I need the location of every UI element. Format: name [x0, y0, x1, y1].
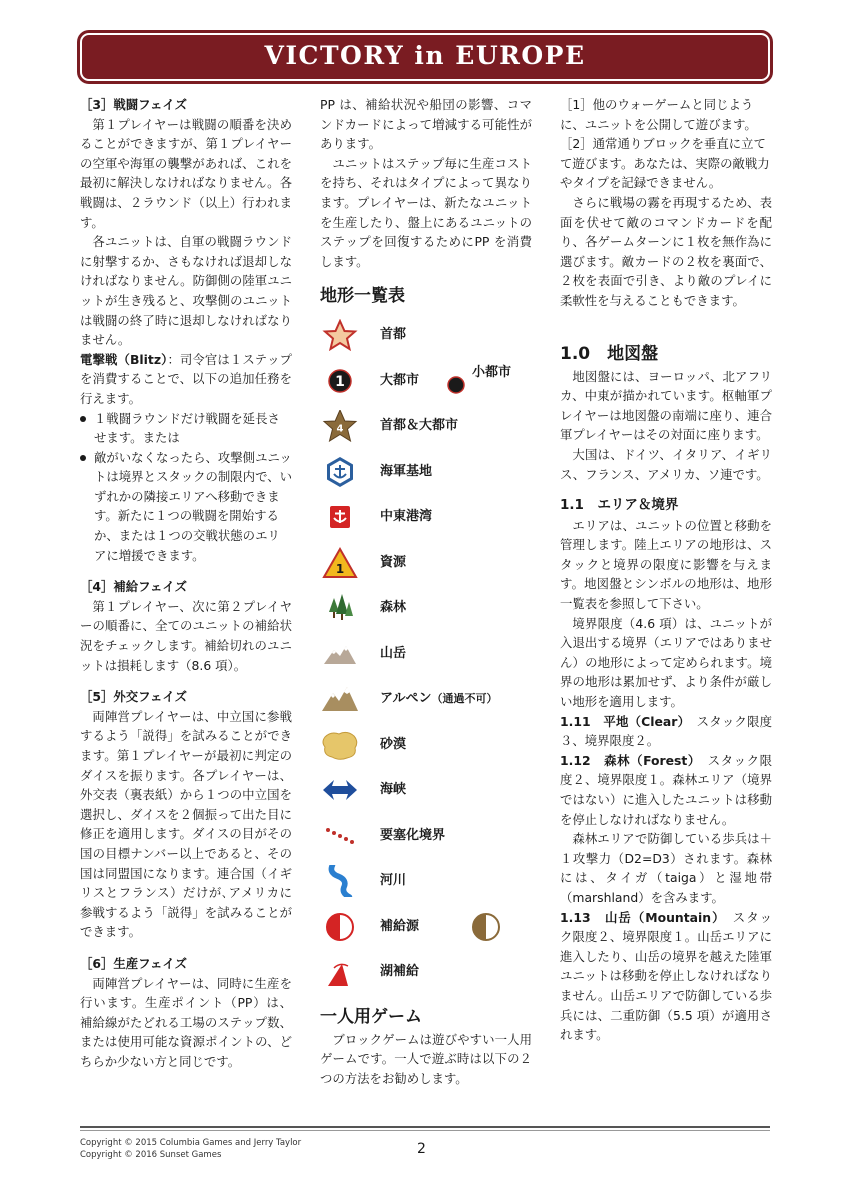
resource-number: 1	[335, 561, 345, 576]
rule-1-12	[560, 751, 772, 829]
terrain-label: 要塞化境界	[380, 827, 446, 843]
rule-heading: 1.11 平地（Clear）	[560, 713, 685, 729]
terrain-label: 首都	[380, 327, 407, 343]
blitz-paragraph	[80, 350, 292, 409]
production-phase-heading: ［6］生産フェイズ	[80, 955, 188, 971]
terrain-label: 大都市	[380, 372, 420, 388]
rule-text: スタック限度２、境界限度１。森林エリア（境界ではない）に進入したユニットは移動を停止しなければなりません。	[560, 752, 772, 827]
supply-phase-heading: ［4］補給フェイズ	[80, 579, 188, 595]
capital-major-number: 4	[336, 423, 344, 435]
rule-text: スタック限度２、境界限度１。山岳エリアに進入したり、山岳の境界を越えた陸軍ユニットは移動を停止しなければなりません。山岳エリアで防御している歩兵には、二重防御（5.5 項）が適用されます。	[560, 909, 773, 1043]
section-heading-1-1: 1.1 エリア＆境界	[560, 497, 679, 514]
terrain-label: 中東港湾	[380, 509, 433, 525]
terrain-label: 補給源	[380, 918, 420, 934]
rule-1-13	[560, 908, 772, 1045]
terrain-row-major-city	[320, 361, 532, 407]
copyright-line: Copyright © 2016 Sunset Games	[80, 1150, 222, 1160]
terrain-label: 森林	[380, 600, 407, 616]
bullet-item	[80, 448, 292, 566]
section-heading-1-0: 1.0 地図盤	[560, 343, 659, 364]
terrain-label	[380, 689, 497, 709]
paragraph: 大国は、ドイツ、イタリア、イギリス、フランス、アメリカ、ソ連です。	[560, 446, 772, 482]
naval-base-icon	[320, 456, 360, 488]
supply-icon	[468, 911, 504, 943]
terrain-row-mountain	[320, 634, 532, 680]
paragraph: 第１プレイヤーは戦闘の順番を決めることができますが、第１プレイヤーの空軍や海軍の襲撃があれば、これを最初に解決しなければなりません。各戦闘は、２ラウンド（以上）行われます。	[80, 116, 292, 230]
terrain-row-resource	[320, 543, 532, 589]
page-number: 2	[417, 1141, 426, 1157]
terrain-row-lake-supply	[320, 952, 532, 998]
mountain-icon	[320, 638, 360, 670]
terrain-row-forest	[320, 588, 532, 634]
paragraph: 両陣営プレイヤーは、中立国に参戦するよう「説得」を試みることができます。第１プレイヤーが最初に判定のダイスを振ります。各プレイヤーは、外交表（裏表紙）から１つの中立国を選択し、ダイスを２個振って出た目に修正を適用します。ダイスの目がその国の目標ナンバー以上であると、その国は同盟国になります。連合国（イギリスとフランス）だけが､アメリカに参戦するよう「説得」を試みることができます。	[80, 708, 292, 940]
footer-divider	[80, 1130, 770, 1131]
column-1	[80, 95, 292, 1072]
terrain-row-strait	[320, 770, 532, 816]
terrain-label: 資源	[380, 554, 407, 570]
paragraph: 地図盤には、ヨーロッパ、北アフリカ、中東が描かれています。枢軸軍プレイヤーは地図盤の南端に座り、連合軍プレイヤーはその対面に座ります。	[560, 368, 772, 443]
paragraph: エリアは、ユニットの位置と移動を管理します。陸上エリアの地形は、スタックと境界の限度に影響を与えます。地図盤とシンボルの地形は、地形一覧表を参照して下さい。	[560, 517, 772, 612]
supply-icon	[320, 911, 360, 943]
terrain-row-desert	[320, 725, 532, 771]
paragraph: さらに戦場の霧を再現するため、表面を伏せて敵のコマンドカードを配り、各ゲームターンに１枚を無作為に選びます。敵カードの２枚を裏面で、２枚を表面で引き、より敵のプレイに柔軟性を与えることもできます。	[560, 194, 772, 308]
port-icon	[320, 501, 360, 533]
major-city-number: 1	[335, 373, 345, 390]
capital-major-icon	[320, 410, 360, 442]
paragraph: 両陣営プレイヤーは、同時に生産を行います。生産ポイント（PP）は、補給線がたどれる工場のステップ数、または使用可能な資源ポイントの、どちらか少ない方と同じです。	[80, 975, 292, 1069]
alpine-label: アルペン	[380, 691, 432, 707]
resource-icon	[320, 547, 360, 579]
solo-game-heading: 一人用ゲーム	[320, 1006, 422, 1027]
paragraph: 第１プレイヤー、次に第２プレイヤーの順番に、全てのユニットの補給状況をチェックします。補給切れのユニットは損耗します（8.6 項）。	[80, 598, 292, 673]
paragraph: ブロックゲームは遊びやすい一人用ゲームです。一人で遊ぶ時は以下の２つの方法をお勧めします。	[320, 1031, 532, 1087]
footer-divider	[80, 1126, 770, 1128]
rule-heading: 1.12 森林（Forest）	[560, 752, 695, 768]
page-title: VICTORY in EUROPE	[264, 41, 586, 70]
paragraph: PP は、補給状況や船団の影響、コマンドカードによって増減する可能性があります。	[320, 97, 532, 152]
paragraph: 森林エリアで防御している歩兵は＋１攻撃力（D2=D3）されます。森林には、タイガ（taiga）と湿地帯（marshland）を含みます。	[560, 831, 772, 905]
star-icon	[320, 319, 360, 351]
terrain-row-fortified	[320, 816, 532, 862]
terrain-row-naval-base	[320, 452, 532, 498]
bullet-item	[80, 409, 292, 448]
terrain-label: 湖補給	[380, 964, 420, 980]
bullet-text: 敵がいなくなったら、攻撃側ユニットは境界とスタックの制限内で、いずれかの隣接エリアへ移動できます。新たに１つの戦闘を開始するか、または１つの交戦状態のエリアに増援できます。	[94, 449, 293, 563]
terrain-label: 海峡	[380, 782, 407, 798]
title-banner	[80, 33, 770, 81]
combat-phase-heading: ［3］戦闘フェイズ	[80, 97, 188, 112]
blitz-heading: 電撃戦（Blitz）	[80, 351, 168, 367]
terrain-row-river	[320, 861, 532, 907]
rule-text: スタック限度３、境界限度２。	[560, 713, 773, 749]
forest-icon	[320, 592, 360, 624]
lake-supply-icon	[320, 956, 360, 988]
blitz-text: ：司令官は１ステップを消費することで、以下の追加任務を行えます。	[80, 351, 292, 406]
copyright-line: Copyright © 2015 Columbia Games and Jerry Taylor	[80, 1138, 302, 1148]
paragraph: 各ユニットは、自軍の戦闘ラウンドに射撃するか、さもなければ退却しなければなりません。防御側の陸軍ユニットが生き残ると、攻撃側のユニットは戦闘の終了時に退却しなければなりません。	[80, 234, 292, 348]
solo-method-2: ［2］通常通りブロックを垂直に立てて遊びます。あなたは、実際の敵戦力やタイプを記録できません。	[560, 136, 770, 191]
terrain-row-capital-major	[320, 406, 532, 452]
bullet-text: １戦闘ラウンドだけ戦闘を延長させます。または	[94, 410, 280, 446]
strait-icon	[320, 774, 360, 806]
column-2	[320, 95, 532, 1089]
terrain-label: 海軍基地	[380, 463, 433, 479]
rule-1-11	[560, 712, 772, 751]
major-city-icon	[320, 365, 360, 397]
rule-heading: 1.13 山岳（Mountain）	[560, 909, 720, 925]
diplomacy-phase-heading: ［5］外交フェイズ	[80, 689, 188, 705]
fortified-border-icon	[320, 820, 360, 852]
river-icon	[320, 865, 360, 897]
terrain-row-port	[320, 497, 532, 543]
paragraph: 境界限度（4.6 項）は、ユニットが入退出する境界（エリアではありません）の地形によって定められます。境界の地形は累加せず、より条件が厳しい地形を適用します。	[560, 615, 772, 710]
terrain-row-supply	[320, 907, 532, 953]
terrain-table-heading: 地形一覧表	[320, 286, 405, 307]
bullet-icon	[80, 416, 86, 422]
terrain-label: 山岳	[380, 645, 407, 661]
column-3	[560, 95, 772, 1045]
alpine-icon	[320, 683, 360, 715]
terrain-label: 小都市	[472, 364, 512, 380]
minor-city-icon	[438, 367, 474, 399]
terrain-label: 砂漠	[380, 736, 407, 752]
alpine-note: （通過不可）	[431, 692, 498, 706]
desert-icon	[320, 729, 360, 761]
solo-method-1: ［1］他のウォーゲームと同じように、ユニットを公開して遊びます。	[560, 97, 757, 132]
terrain-row-alpine	[320, 679, 532, 725]
terrain-row-capital	[320, 315, 532, 361]
paragraph: ユニットはステップ毎に生産コストを持ち、それはタイプによって異なります。プレイヤーは、新たなユニットを生産したり、盤上にあるユニットのステップを回復するためにPP を消費します。	[320, 155, 532, 269]
terrain-label: 河川	[380, 873, 407, 889]
terrain-label: 首都＆大都市	[380, 418, 459, 434]
bullet-icon	[80, 455, 86, 461]
